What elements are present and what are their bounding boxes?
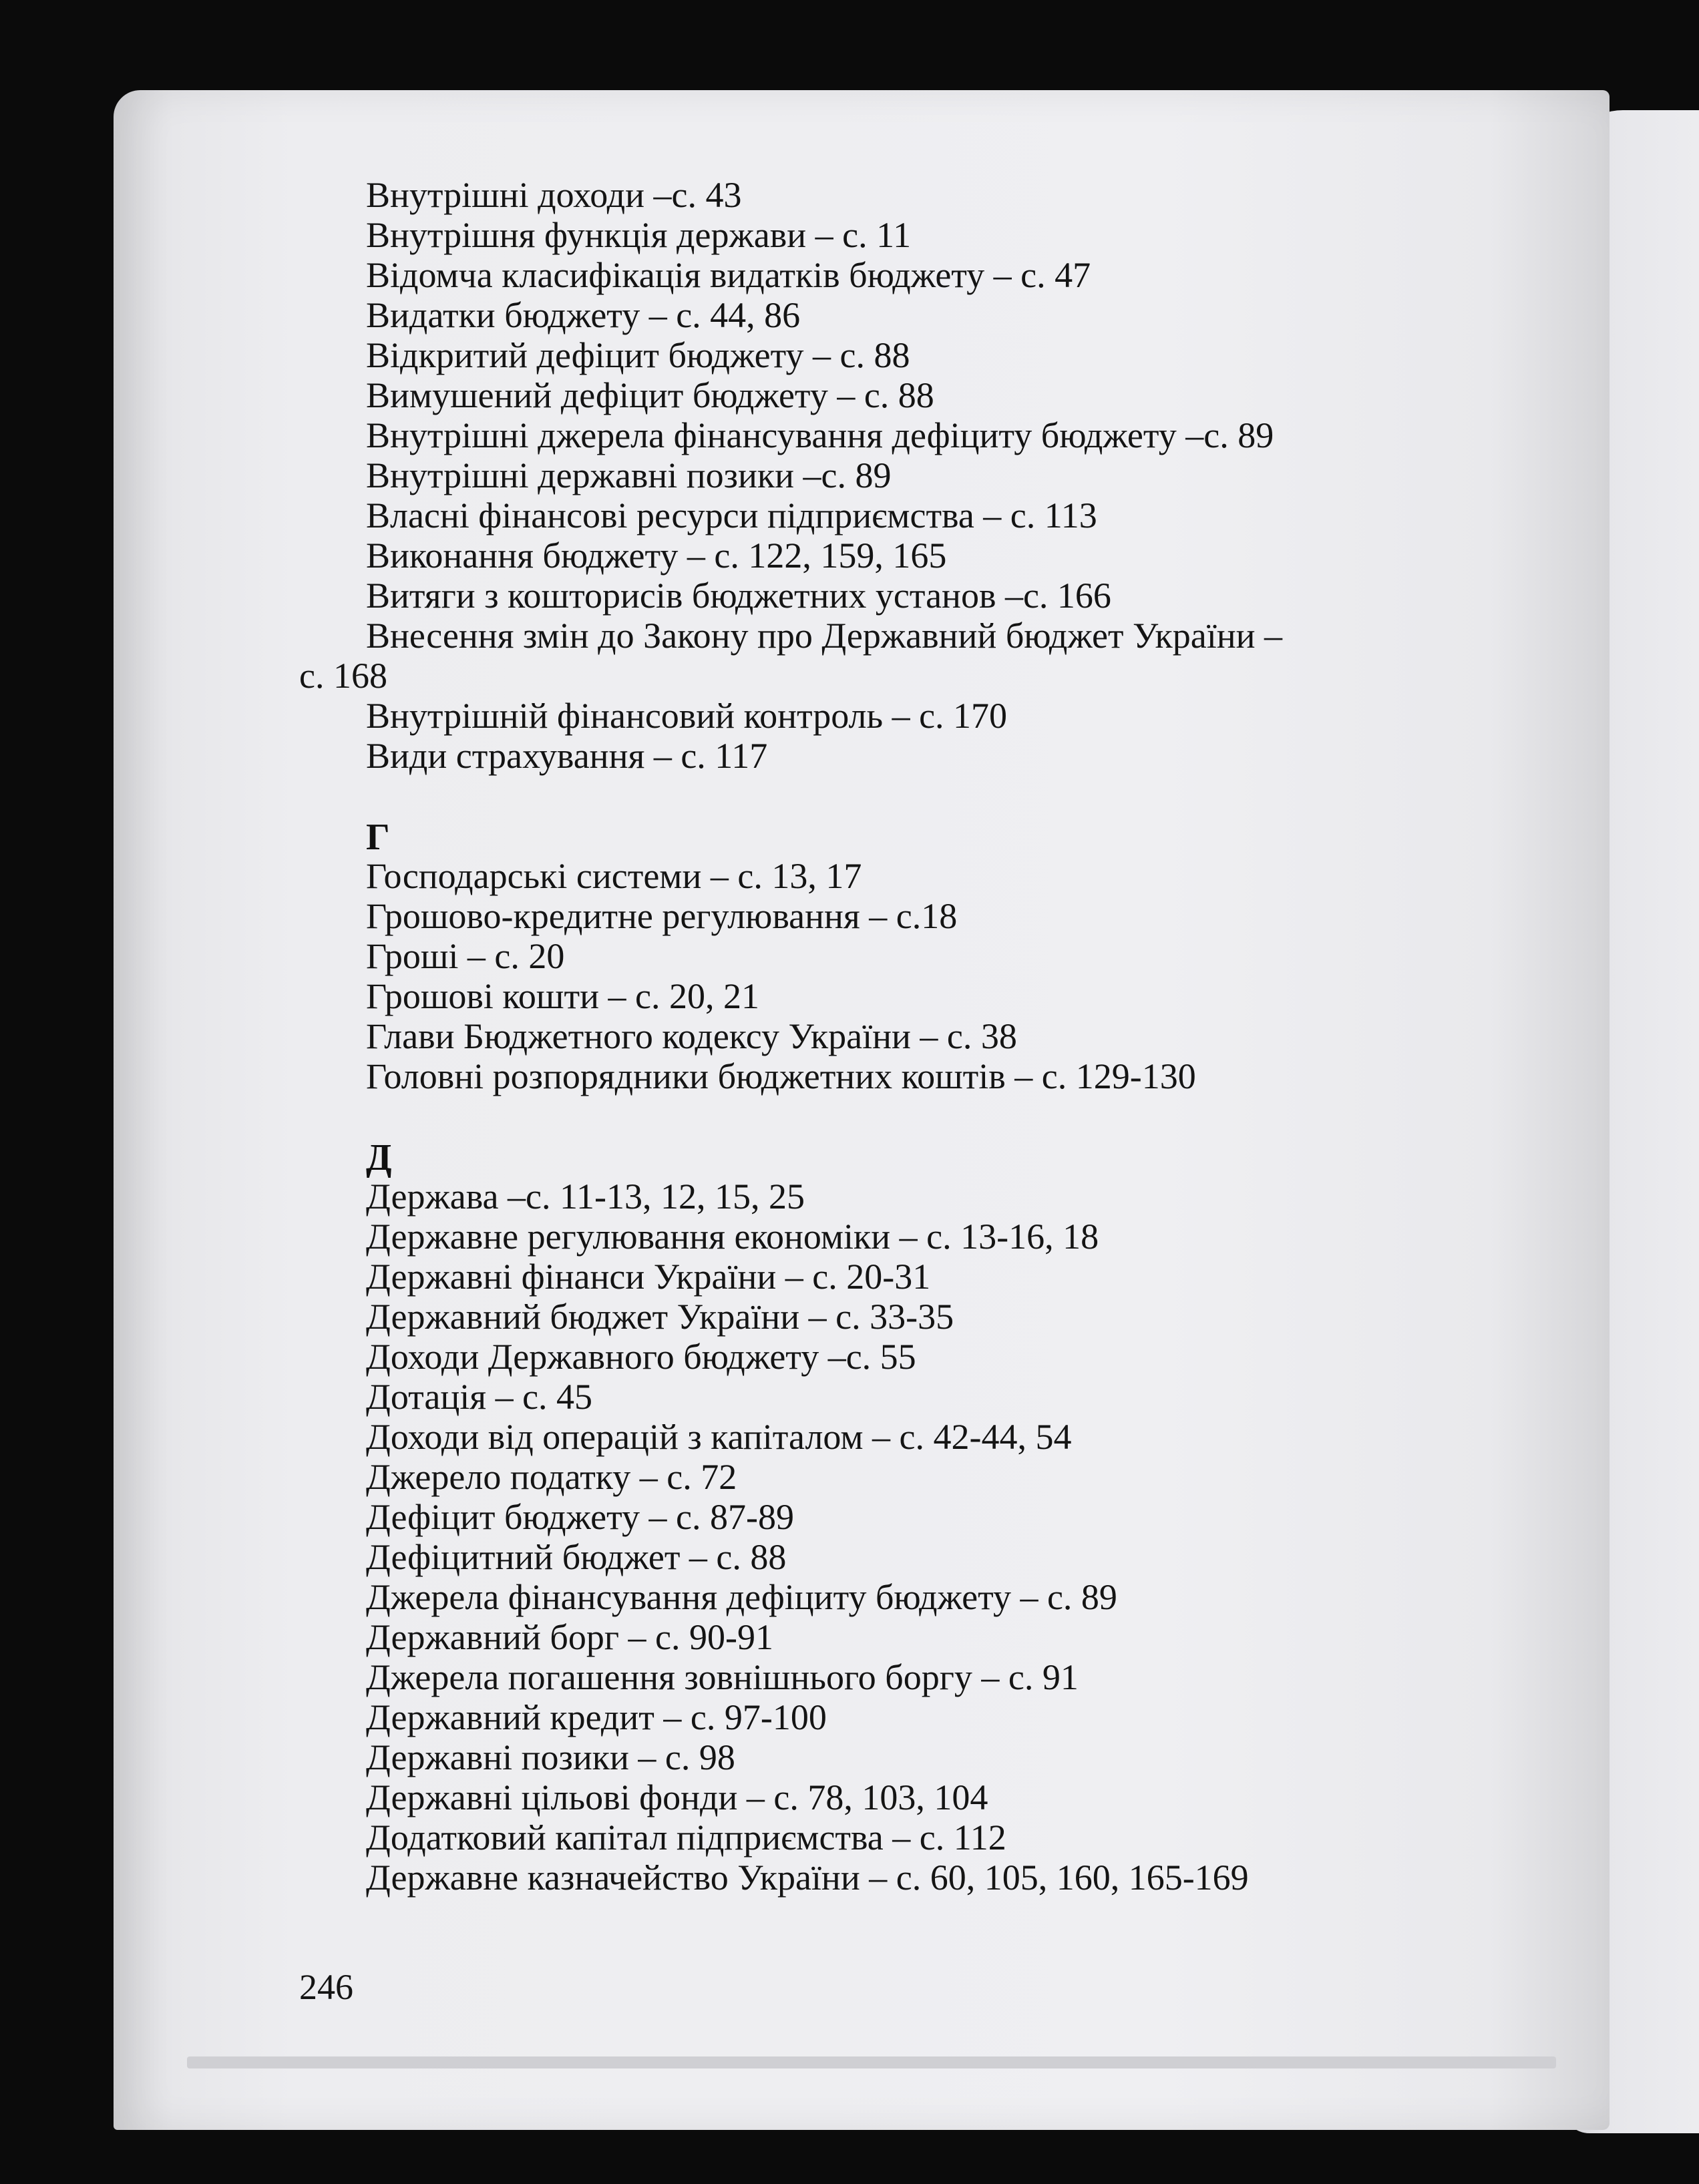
- index-entry-continuation: с. 168: [299, 656, 387, 696]
- index-entry: Внутрішні державні позики –с. 89: [366, 455, 892, 495]
- index-entry: Внутрішні джерела фінансування дефіциту бюджету –с. 89: [366, 415, 1274, 455]
- index-entry: Внутрішній фінансовий контроль – с. 170: [366, 696, 1008, 736]
- index-entry: Державні фінанси України – с. 20-31: [366, 1257, 931, 1297]
- index-entry: Вимушений дефіцит бюджету – с. 88: [366, 375, 934, 415]
- index-entry: Внесення змін до Закону про Державний бюджет України –: [366, 616, 1283, 656]
- index-entry: Видатки бюджету – с. 44, 86: [366, 295, 801, 335]
- index-entry: Доходи від операцій з капіталом – с. 42-44, 54: [366, 1417, 1072, 1457]
- index-entry: Господарські системи – с. 13, 17: [366, 856, 862, 896]
- index-entry: Джерела фінансування дефіциту бюджету – с. 89: [366, 1577, 1117, 1617]
- index-entry: Відкритий дефіцит бюджету – с. 88: [366, 335, 910, 375]
- index-entry: Державний борг – с. 90-91: [366, 1617, 774, 1657]
- index-entry: Державні позики – с. 98: [366, 1737, 735, 1777]
- index-entry: Витяги з кошторисів бюджетних установ –с. 166: [366, 576, 1111, 616]
- page-bottom-edge: [187, 2056, 1556, 2068]
- index-entry: Види страхування – с. 117: [366, 736, 768, 776]
- index-entry: Грошово-кредитне регулювання – с.18: [366, 896, 958, 936]
- index-entry: Державні цільові фонди – с. 78, 103, 104: [366, 1777, 988, 1817]
- index-entry: Відомча класифікація видатків бюджету – с. 47: [366, 255, 1091, 295]
- index-entry: Держава –с. 11-13, 12, 15, 25: [366, 1176, 805, 1217]
- index-entry: Дефіцитний бюджет – с. 88: [366, 1537, 787, 1577]
- index-entry: Дефіцит бюджету – с. 87-89: [366, 1497, 794, 1537]
- index-entry: Глави Бюджетного кодексу України – с. 38: [366, 1016, 1017, 1056]
- index-entry: Внутрішні доходи –с. 43: [366, 175, 742, 215]
- index-entry: Державне регулювання економіки – с. 13-16, 18: [366, 1217, 1099, 1257]
- index-entry: Грошові кошти – с. 20, 21: [366, 976, 759, 1016]
- index-entry: Державний бюджет України – с. 33-35: [366, 1297, 954, 1337]
- index-entry: Додатковий капітал підприємства – с. 112: [366, 1817, 1006, 1858]
- page-number: 246: [299, 1967, 353, 2007]
- index-entry: Головні розпорядники бюджетних коштів – с. 129-130: [366, 1056, 1196, 1096]
- section-letter-d: Д: [366, 1137, 392, 1178]
- index-entry: Доходи Державного бюджету –с. 55: [366, 1337, 916, 1377]
- index-entry: Внутрішня функція держави – с. 11: [366, 215, 912, 255]
- index-entry: Джерело податку – с. 72: [366, 1457, 737, 1497]
- index-entry: Гроші – с. 20: [366, 936, 565, 976]
- index-entry: Державне казначейство України – с. 60, 105, 160, 165-169: [366, 1858, 1249, 1898]
- index-entry: Власні фінансові ресурси підприємства – с. 113: [366, 495, 1097, 535]
- index-entry: Виконання бюджету – с. 122, 159, 165: [366, 535, 947, 576]
- index-entry: Державний кредит – с. 97-100: [366, 1697, 827, 1737]
- index-entry: Джерела погашення зовнішнього боргу – с. 91: [366, 1657, 1079, 1697]
- section-letter-g: Г: [366, 817, 390, 858]
- index-entry: Дотація – с. 45: [366, 1377, 593, 1417]
